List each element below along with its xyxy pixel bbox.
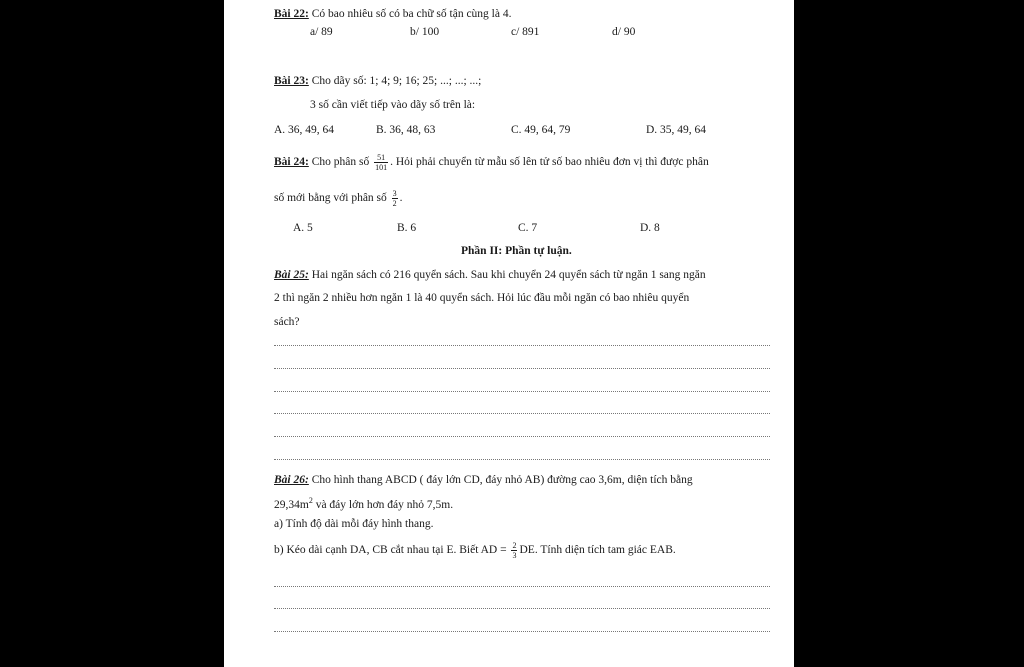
bai24-text-before: Cho phân số xyxy=(311,156,370,168)
answer-line xyxy=(274,631,770,632)
bai22-label: Bài 22: xyxy=(274,8,309,20)
bai26-label: Bài 26: xyxy=(274,474,309,486)
bai25-line1 xyxy=(274,268,706,282)
answer-line xyxy=(274,436,770,437)
fraction-denominator: 101 xyxy=(375,162,388,172)
bai23-sub: 3 số cần viết tiếp vào dãy số trên là: xyxy=(310,99,476,111)
fraction-denominator: 2 xyxy=(392,198,397,208)
bai24-option-b: B. 6 xyxy=(397,222,417,234)
answer-line xyxy=(274,345,770,346)
answer-line xyxy=(274,608,770,609)
bai24-option-c: C. 7 xyxy=(518,222,538,234)
bai24-line1 xyxy=(274,151,709,173)
bai23-question xyxy=(274,74,481,88)
bai26-part-b-text: b) Kéo dài cạnh DA, CB cắt nhau tại E. Biết AD = xyxy=(274,544,507,556)
answer-line xyxy=(274,413,770,414)
bai22-text: Có bao nhiêu số có ba chữ số tận cùng là 4. xyxy=(311,8,512,20)
fraction-numerator: 3 xyxy=(392,188,397,198)
bai24-line2 xyxy=(274,187,403,209)
bai26-area-exponent: 2 xyxy=(308,496,313,505)
bai25-text1: Hai ngăn sách có 216 quyển sách. Sau khi chuyển 24 quyển sách từ ngăn 1 sang ngăn xyxy=(311,269,706,281)
bai22-option-b: b/ 100 xyxy=(410,26,440,38)
answer-line xyxy=(274,586,770,587)
bai23-text: Cho dãy số: 1; 4; 9; 16; 25; ...; ...; ...; xyxy=(311,75,482,87)
bai26-part-b-end: DE. Tính diện tích tam giác EAB. xyxy=(519,544,676,556)
fraction-numerator: 51 xyxy=(374,153,388,163)
fraction-denominator: 3 xyxy=(512,550,517,560)
bai26-line1 xyxy=(274,473,693,487)
bai25-line2: 2 thì ngăn 2 nhiều hơn ngăn 1 là 40 quyển sách. Hỏi lúc đầu mỗi ngăn có bao nhiêu quyển xyxy=(274,292,690,304)
bai26-line2 xyxy=(274,494,453,512)
fraction-numerator: 2 xyxy=(512,540,517,550)
bai24-fraction-1 xyxy=(374,153,388,172)
bai24-option-a: A. 5 xyxy=(293,222,313,234)
answer-line xyxy=(274,459,770,460)
answer-line xyxy=(274,391,770,392)
bai26-fraction xyxy=(511,541,517,560)
bai23-label: Bài 23: xyxy=(274,75,309,87)
bai24-fraction-2 xyxy=(392,189,398,208)
part2-title: Phần II: Phần tự luận. xyxy=(461,245,572,257)
bai22-option-d: d/ 90 xyxy=(612,26,636,38)
bai22-question xyxy=(274,7,511,21)
bai24-line2-text: số mới bằng với phân số xyxy=(274,192,387,204)
answer-line xyxy=(274,368,770,369)
bai26-part-a: a) Tính độ dài mỗi đáy hình thang. xyxy=(274,518,434,530)
bai23-option-d: D. 35, 49, 64 xyxy=(646,124,707,136)
worksheet-page xyxy=(224,0,794,667)
bai22-option-a: a/ 89 xyxy=(310,26,333,38)
bai24-option-d: D. 8 xyxy=(640,222,660,234)
bai26-part-b xyxy=(274,538,676,562)
bai23-option-a: A. 36, 49, 64 xyxy=(274,124,335,136)
bai25-label: Bài 25: xyxy=(274,269,309,281)
bai23-option-c: C. 49, 64, 79 xyxy=(511,124,571,136)
bai24-text-after: . Hỏi phải chuyển từ mẫu số lên tử số bao nhiêu đơn vị thì được phân xyxy=(390,156,709,168)
bai24-label: Bài 24: xyxy=(274,156,309,168)
bai26-area-value: 29,34m xyxy=(274,498,309,511)
bai25-line3: sách? xyxy=(274,316,300,328)
bai24-line2-end: . xyxy=(399,192,403,204)
bai26-text2: và đáy lớn hơn đáy nhỏ 7,5m. xyxy=(312,498,454,511)
bai22-option-c: c/ 891 xyxy=(511,26,540,38)
bai26-text1: Cho hình thang ABCD ( đáy lớn CD, đáy nhỏ AB) đường cao 3,6m, diện tích bằng xyxy=(311,474,693,486)
bai23-option-b: B. 36, 48, 63 xyxy=(376,124,436,136)
